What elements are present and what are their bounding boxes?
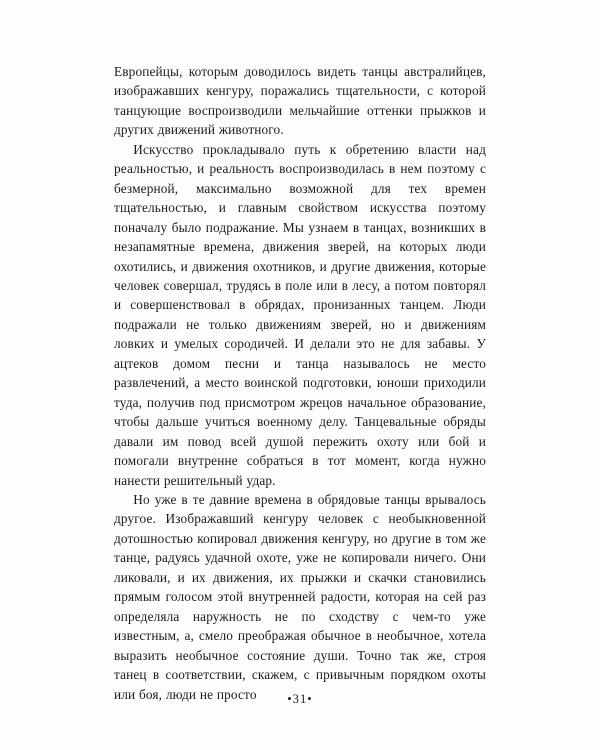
- page-number: •31•: [287, 692, 313, 706]
- paragraph: Европейцы, которым доводилось видеть танцы австралийцев, изображавших кенгуру, поражались тщательности, с которой танцующие воспроизводили мельчайшие оттенки прыжков и других движений животного.: [114, 64, 486, 138]
- paragraph: Но уже в те давние времена в обрядовые танцы врывалось другое. Изображавший кенгуру человек с необыкновенной дотошностью копировал движения кенгуру, но другие в том же танце, радуясь удачной охоте, уже не копировали ничего. Они ликовали, и их движения, их прыжки и скачки становились прямым голосом этой внутренней радости, которая на сей раз определяла наружность не по сходству с чем-то уже известным, а, смело преображая обычное в необычное, хотела выразить необычное состояние души. Точно так же, строя танец в соответствии, скажем, с привычным порядком охоты или боя, люди не просто: [114, 491, 486, 702]
- body-text-column: [114, 62, 486, 704]
- paragraph: Искусство прокладывало путь к обретению власти над реальностью, и реальность воспроизводилась в нем поэтому с безмерной, максимально возможной для тех времен тщательностью, и главным свойством искусства поэтому поначалу было подражание. Мы узнаем в танцах, возникших в незапамятные времена, движения зверей, на которых люди охотились, и движения охотников, и другие движения, которые человек совершал, трудясь в поле или в лесу, а потом повторял и совершенствовал в обрядах, пронизанных танцем. Люди подражали не только движениям зверей, но и движениям ловких и умелых сородичей. И делали это не для забавы. У ацтеков домом песни и танца называлось не место развлечений, а место воинской подготовки, юноши приходили туда, получив под присмотром жрецов начальное образование, чтобы дальше учиться военному делу. Танцевальные обряды давали им повод всей душой пережить охоту или бой и помогали внутренне собраться в тот момент, когда нужно нанести решительный удар.: [114, 141, 486, 488]
